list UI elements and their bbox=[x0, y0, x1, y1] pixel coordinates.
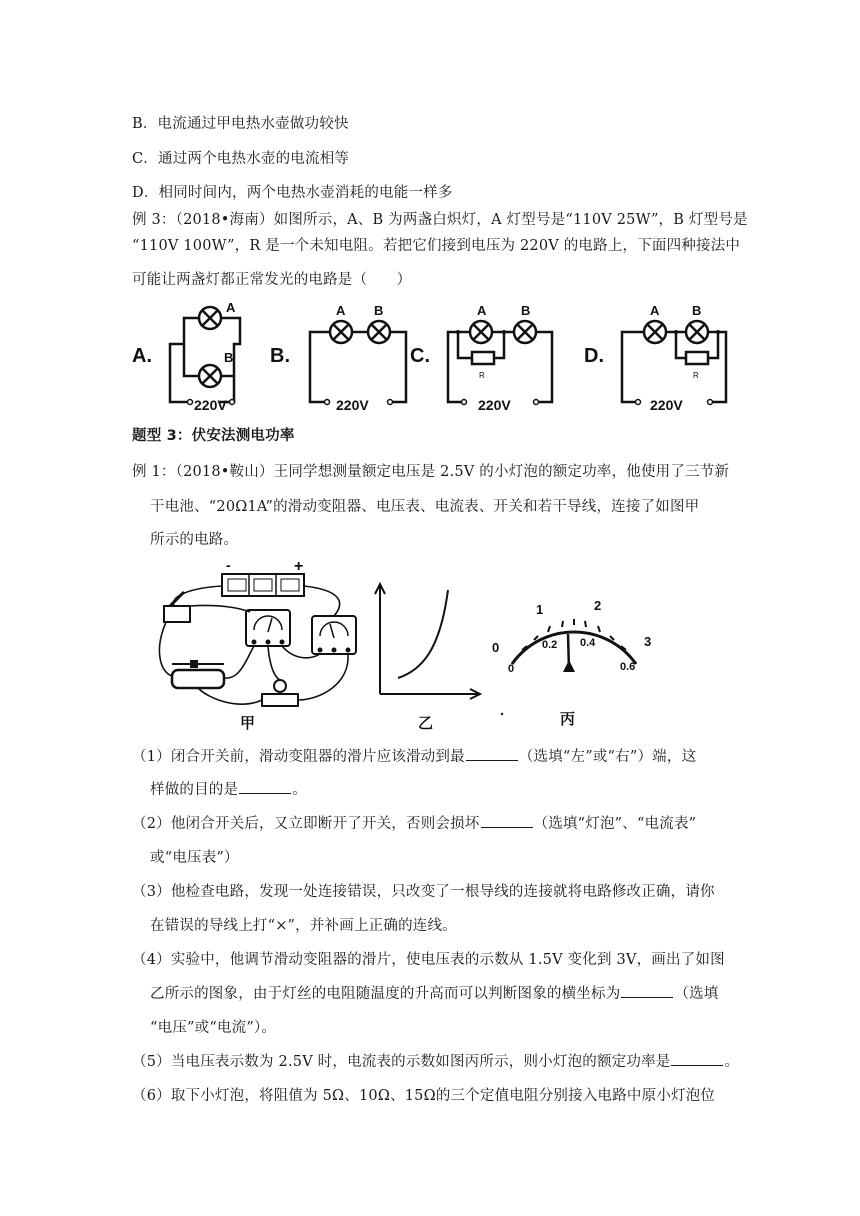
example3-line1: 例 3：（2018•海南）如图所示，A、B 为两盏白炽灯，A 灯型号是“110V 25W”，B 灯型号是 bbox=[132, 212, 748, 228]
dial-inner-1: 0.2 bbox=[542, 639, 558, 651]
example1-line1: 例 1：（2018•鞍山）王同学想测量额定电压是 2.5V 的小灯泡的额定功率，他使用了三节新 bbox=[132, 464, 730, 480]
circuit-b-lamp-a: A bbox=[336, 303, 346, 318]
figure-yi bbox=[375, 584, 480, 732]
circuit-a-lamp-a: A bbox=[226, 300, 236, 315]
question-1-text-b: （选填“左”或“右”）端，这 bbox=[518, 749, 697, 765]
figure-bing-label: 丙 bbox=[560, 711, 576, 728]
circuit-a-label: A. bbox=[132, 345, 152, 367]
circuit-c-label: C. bbox=[410, 345, 430, 367]
question-4-line1: （4）实验中，他调节滑动变阻器的滑片，使电压表的示数从 1.5V 变化到 3V，画出了如图 bbox=[132, 952, 725, 968]
circuit-b bbox=[270, 303, 406, 413]
circuit-a-voltage: 220V bbox=[194, 397, 227, 413]
circuit-c bbox=[410, 303, 552, 413]
option-c: C．通过两个电热水壶的电流相等 bbox=[132, 151, 350, 167]
circuit-a-lamp-b: B bbox=[224, 350, 234, 365]
answer-blank-4[interactable] bbox=[621, 983, 673, 998]
question-4-line3: “电压”或“电流”）。 bbox=[150, 1020, 277, 1036]
example1-line2: 干电池、“20Ω1A”的滑动变阻器、电压表、电流表、开关和若干导线，连接了如图甲 bbox=[150, 499, 700, 515]
dial-outer-0: 0 bbox=[492, 640, 500, 655]
example1-line3: 所示的电路。 bbox=[150, 532, 239, 548]
question-1-text-c: 样做的目的是 bbox=[150, 782, 239, 798]
circuit-d-label: D. bbox=[584, 345, 604, 367]
question-1-text-a: （1）闭合开关前，滑动变阻器的滑片应该滑动到最 bbox=[132, 749, 465, 765]
figure-yi-label: 乙 bbox=[418, 715, 434, 732]
example3-line3: 可能让两盏灯都正常发光的电路是（ ） bbox=[132, 272, 412, 288]
question-2-line2: 或“电压表”） bbox=[150, 850, 239, 866]
question-2-line1 bbox=[132, 812, 696, 833]
question-5-line1 bbox=[132, 1050, 739, 1071]
battery-plus: + bbox=[294, 560, 304, 575]
dial-outer-1: 1 bbox=[536, 602, 544, 617]
circuit-b-voltage: 220V bbox=[336, 397, 369, 413]
question-4-text-c: （选填 bbox=[674, 986, 719, 1002]
figure-bing bbox=[492, 598, 651, 728]
section-title: 题型 3：伏安法测电功率 bbox=[132, 428, 295, 444]
question-1-line2 bbox=[150, 778, 307, 799]
circuit-diagrams bbox=[120, 292, 740, 420]
answer-blank-2[interactable] bbox=[481, 813, 533, 828]
question-3-line2: 在错误的导线上打“×”，并补画上正确的连线。 bbox=[150, 918, 457, 934]
dial-inner-3: 0.6 bbox=[620, 661, 636, 673]
question-1-line1 bbox=[132, 745, 696, 766]
circuit-c-lamp-a: A bbox=[477, 303, 487, 318]
question-4-text-b: 乙所示的图象，由于灯丝的电阻随温度的升高而可以判断图象的横坐标为 bbox=[150, 986, 621, 1002]
answer-blank-1b[interactable] bbox=[239, 779, 291, 794]
dial-inner-2: 0.4 bbox=[580, 637, 596, 649]
circuit-d bbox=[584, 303, 726, 413]
example3-line2: “110V 100W”，R 是一个未知电阻。若把它们接到电压为 220V 的电路上，下面四种接法中 bbox=[132, 238, 741, 254]
circuit-c-resistor-label: R bbox=[479, 371, 485, 380]
battery-minus: - bbox=[226, 560, 231, 573]
circuit-c-lamp-b: B bbox=[521, 303, 531, 318]
figure-jia-label: 甲 bbox=[240, 715, 256, 732]
question-5-text-b: 。 bbox=[724, 1054, 740, 1070]
question-3-line1: （3）他检查电路，发现一处连接错误，只改变了一根导线的连接就将电路修改正确，请你 bbox=[132, 884, 715, 900]
circuit-d-lamp-a: A bbox=[650, 303, 660, 318]
question-6-line1: （6）取下小灯泡，将阻值为 5Ω、10Ω、15Ω的三个定值电阻分别接入电路中原小灯泡位 bbox=[132, 1088, 716, 1104]
question-1-text-d: 。 bbox=[292, 782, 307, 798]
circuit-b-label: B. bbox=[270, 345, 290, 367]
option-b: B．电流通过甲电热水壶做功较快 bbox=[132, 116, 349, 132]
figure-jia bbox=[159, 560, 356, 732]
circuit-d-resistor-label: R bbox=[693, 371, 699, 380]
circuit-d-lamp-b: B bbox=[692, 303, 702, 318]
circuit-a bbox=[132, 300, 240, 413]
dial-outer-2: 2 bbox=[594, 598, 602, 613]
circuit-b-lamp-b: B bbox=[374, 303, 384, 318]
question-2-text-a: （2）他闭合开关后，又立即断开了开关，否则会损坏 bbox=[132, 816, 480, 832]
option-d: D．相同时间内，两个电热水壶消耗的电能一样多 bbox=[132, 185, 453, 201]
experiment-figure bbox=[150, 560, 670, 732]
question-2-text-b: （选填“灯泡”、“电流表” bbox=[533, 816, 697, 832]
dial-inner-0: 0 bbox=[508, 663, 515, 675]
question-4-line2 bbox=[150, 982, 719, 1003]
answer-blank-1a[interactable] bbox=[466, 746, 518, 761]
circuit-d-voltage: 220V bbox=[650, 397, 683, 413]
answer-blank-5[interactable] bbox=[671, 1051, 723, 1066]
question-5-text-a: （5）当电压表示数为 2.5V 时，电流表的示数如图丙所示，则小灯泡的额定功率是 bbox=[132, 1054, 671, 1070]
circuit-c-voltage: 220V bbox=[478, 397, 511, 413]
dial-outer-3: 3 bbox=[644, 634, 652, 649]
